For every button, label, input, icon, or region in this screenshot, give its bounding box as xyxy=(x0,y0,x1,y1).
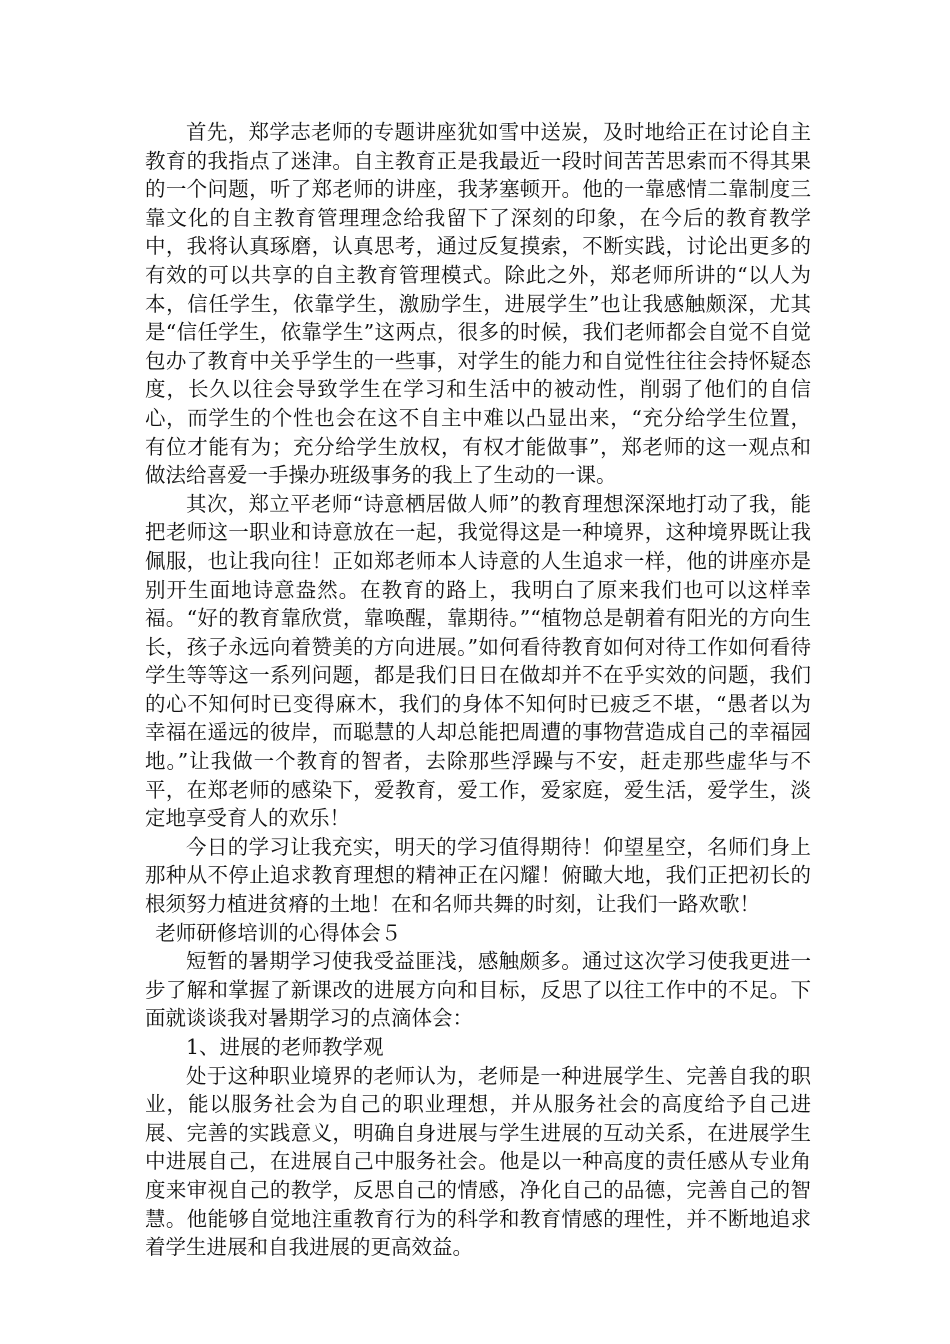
paragraph-zheng-xuezhi: 首先，郑学志老师的专题讲座犹如雪中送炭，及时地给正在讨论自主教育的我指点了迷津。自主教育正是我最近一段时间苦苦思索而不得其果的一个问题，听了郑老师的讲座，我茅塞顿开。他的一靠感情二靠制度三靠文化的自主教育管理理念给我留下了深刻的印象，在今后的教育教学中，我将认真琢磨，认真思考，通过反复摸索，不断实践，讨论出更多的有效的可以共享的自主教育管理模式。除此之外，郑老师所讲的“以人为本，信任学生，依靠学生，激励学生，进展学生”也让我感触颇深，尤其是“信任学生，依靠学生”这两点，很多的时候，我们老师都会自觉不自觉包办了教育中关乎学生的一些事，对学生的能力和自觉性往往会持怀疑态度，长久以往会导致学生在学习和生活中的被动性，削弱了他们的自信心，而学生的个性也会在这不自主中难以凸显出来，“充分给学生位置，有位才能有为；充分给学生放权，有权才能做事”，郑老师的这一观点和做法给喜爱一手操办班级事务的我上了生动的一课。 xyxy=(145,120,811,488)
document-page xyxy=(145,118,811,1262)
paragraph-zheng-liping: 其次，郑立平老师“诗意栖居做人师”的教育理想深深地打动了我，能把老师这一职业和诗意放在一起，我觉得这是一种境界，这种境界既让我佩服，也让我向往！正如郑老师本人诗意的人生追求一样，他的讲座亦是别开生面地诗意盎然。在教育的路上，我明白了原来我们也可以这样幸福。“好的教育靠欣赏，靠唤醒，靠期待。”“植物总是朝着有阳光的方向生长，孩子永远向着赞美的方向进展。”如何看待教育如何对待工作如何看待学生等等这一系列问题，都是我们日日在做却并不在乎实效的问题，我们的心不知何时已变得麻木，我们的身体不知何时已疲乏不堪，“愚者以为幸福在遥远的彼岸，而聪慧的人却总能把周遭的事物营造成自己的幸福园地。”让我做一个教育的智者，去除那些浮躁与不安，赶走那些虚华与不平，在郑老师的感染下，爱教育，爱工作，爱家庭，爱生活，爱学生，淡定地享受育人的欢乐！ xyxy=(145,491,811,831)
subheading-teaching-view: 1、进展的老师教学观 xyxy=(186,1035,384,1059)
section-title: 老师研修培训的心得体会５ xyxy=(155,920,402,945)
paragraph-summer-study: 短暂的暑期学习使我受益匪浅，感触颇多。通过这次学习使我更进一步了解和掌握了新课改的进展方向和目标，反思了以往工作中的不足。下面就谈谈我对暑期学习的点滴体会： xyxy=(145,949,811,1031)
paragraph-conclusion: 今日的学习让我充实，明天的学习值得期待！仰望星空，名师们身上那种从不停止追求教育理想的精神正在闪耀！俯瞰大地，我们正把初长的根须努力植进贫瘠的土地！在和名师共舞的时刻，让我们一路欢歌！ xyxy=(145,834,811,917)
paragraph-teaching-view: 处于这种职业境界的老师认为，老师是一种进展学生、完善自我的职业，能以服务社会为自己的职业理想，并从服务社会的高度给予自己进展、完善的实践意义，明确自身进展与学生进展的互动关系，在进展学生中进展自己，在进展自己中服务社会。他是以一种高度的责任感从专业角度来审视自己的教学，反思自己的情感，净化自己的品德，完善自己的智慧。他能够自觉地注重教育行为的科学和教育情感的理性，并不断地追求着学生进展和自我进展的更高效益。 xyxy=(145,1063,811,1260)
